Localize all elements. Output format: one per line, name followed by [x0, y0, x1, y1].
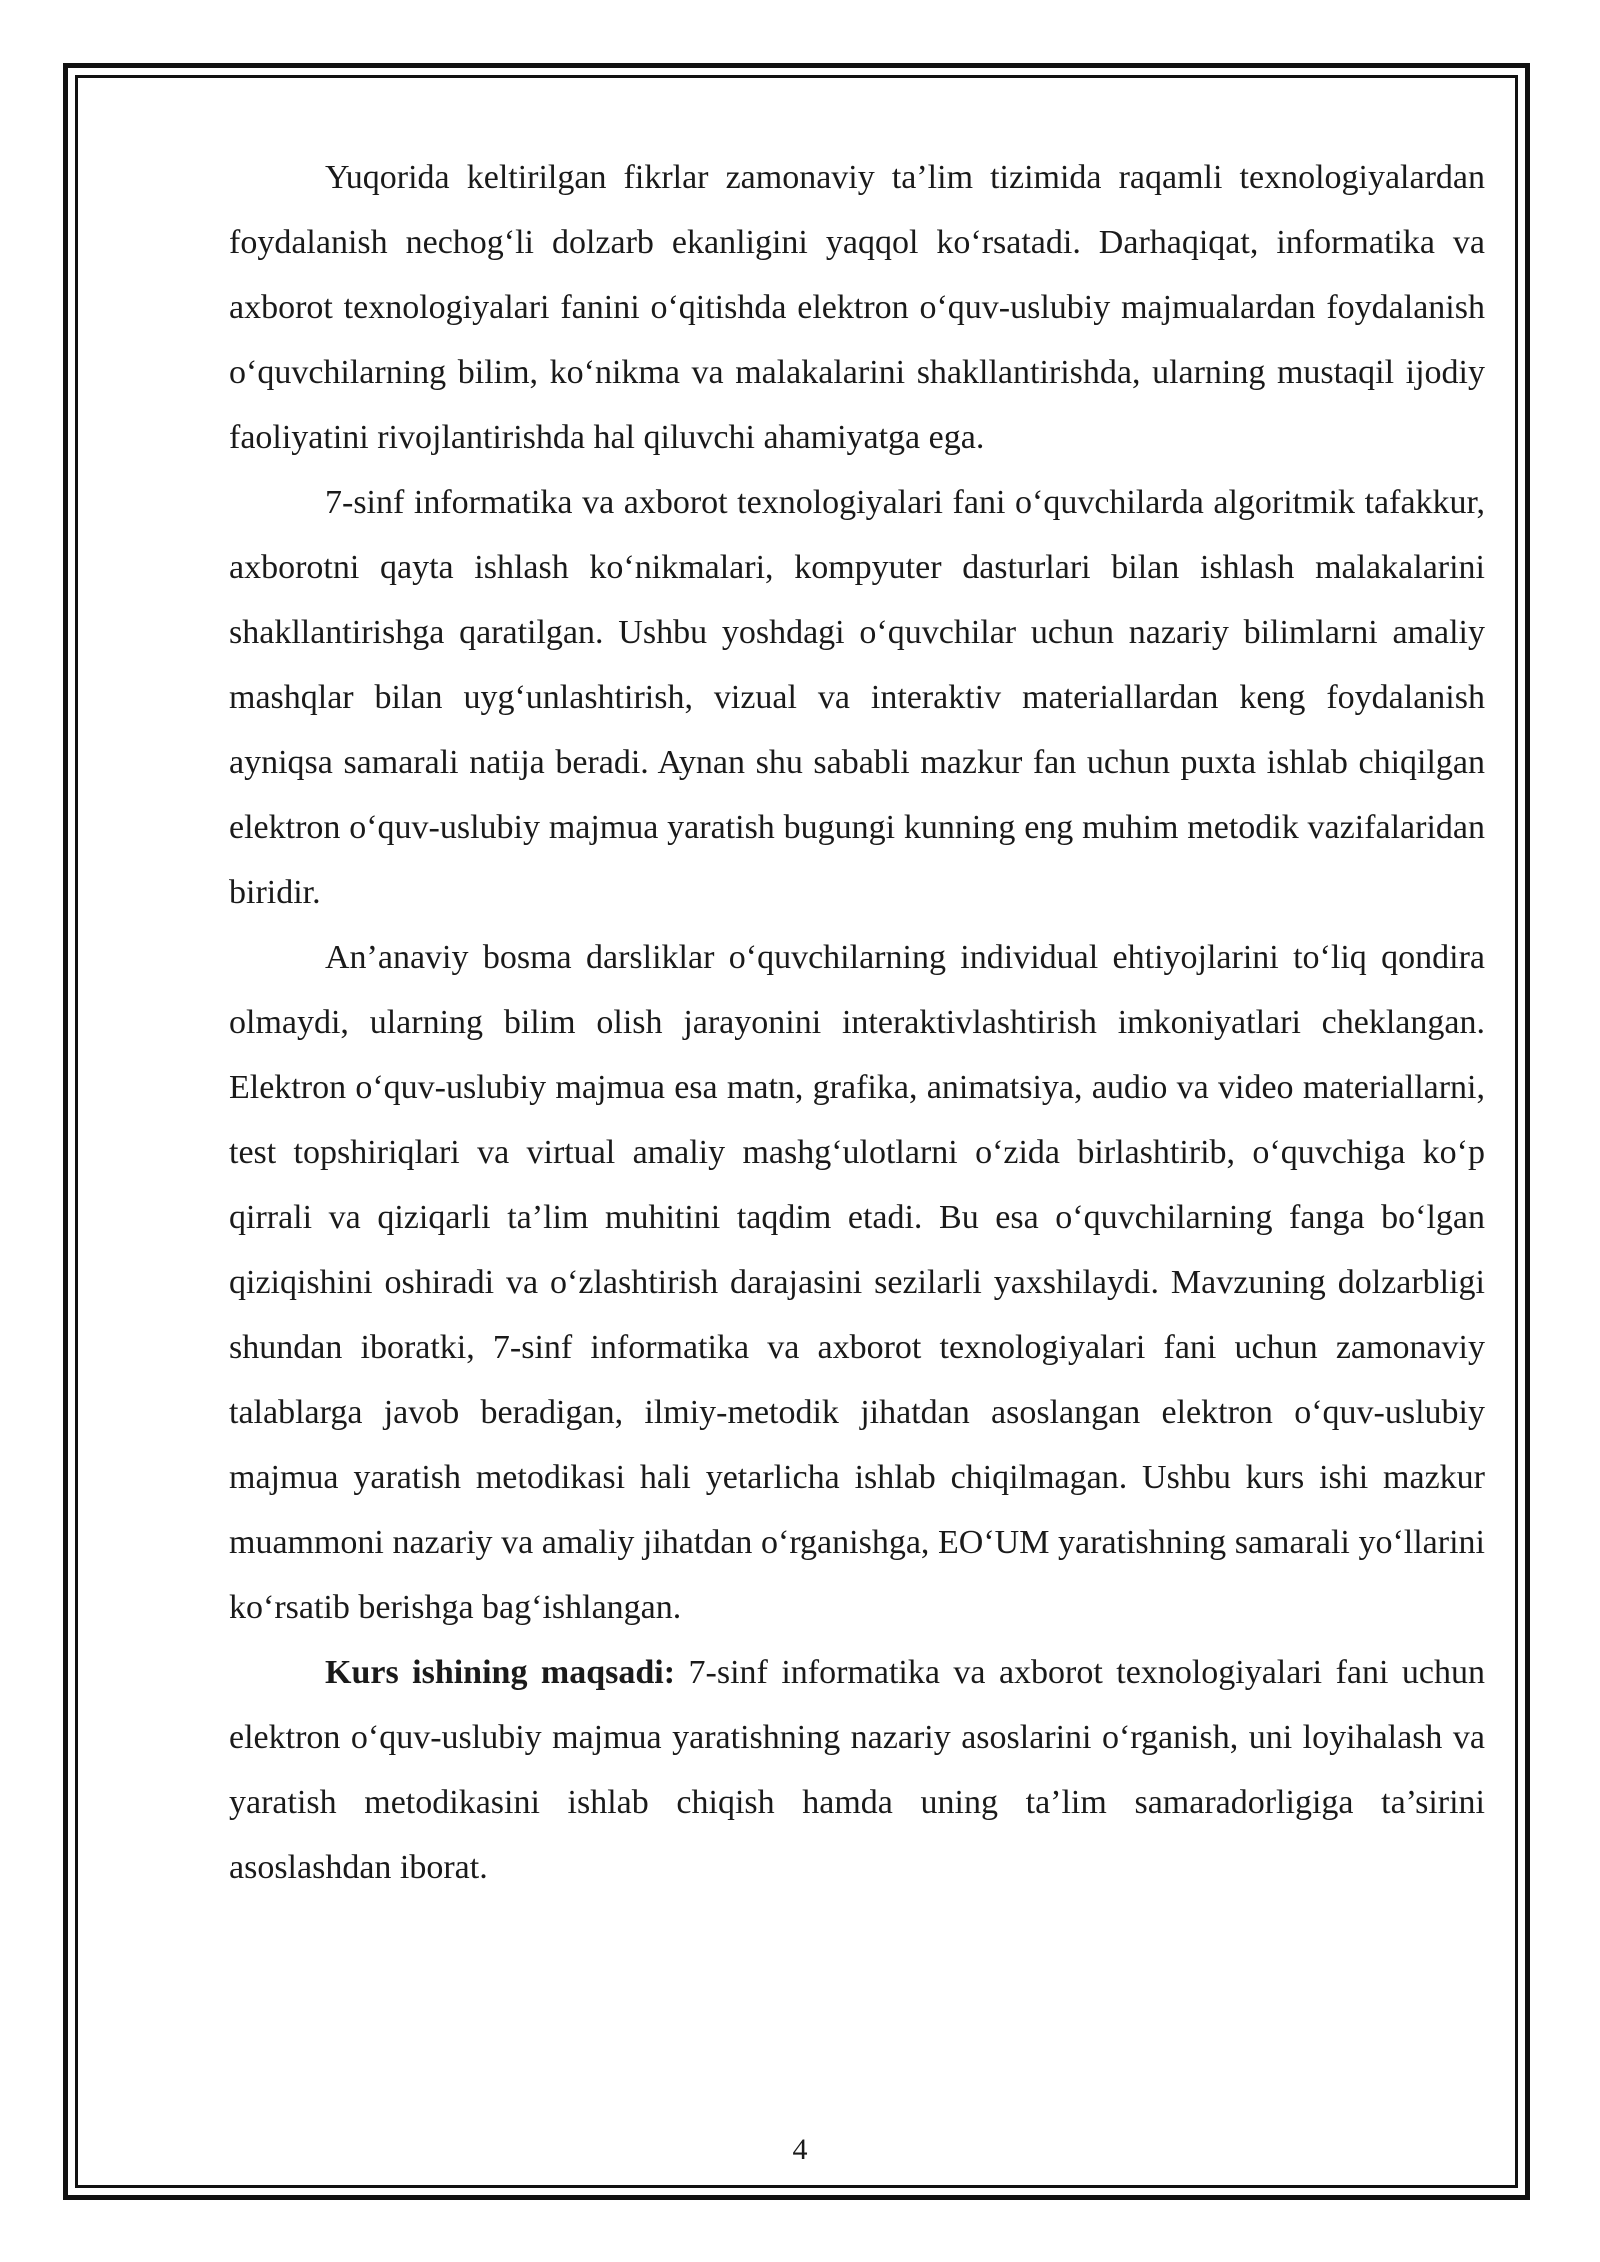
paragraph-3	[229, 925, 1485, 1640]
paragraph-3-text: An’anaviy bosma darsliklar o‘quvchilarning individual ehtiyojlarini to‘liq qondira olmaydi, ularning bilim olish jarayonini interaktivlashtirish imkoniyatlari cheklangan. Elektron o‘quv-uslubiy majmua esa matn, grafika, animatsiya, audio va video materiallarni, test topshiriqlari va virtual amaliy mashg‘ulotlarni o‘zida birlashtirib, o‘quvchiga ko‘p qirrali va qiziqarli ta’lim muhitini taqdim etadi. Bu esa o‘quvchilarning fanga bo‘lgan qiziqishini oshiradi va o‘zlashtirish darajasini sezilarli yaxshilaydi. Mavzuning dolzarbligi shundan iboratki, 7-sinf informatika va axborot texnologiyalari fani uchun zamonaviy talablarga javob beradigan, ilmiy-metodik jihatdan asoslangan elektron o‘quv-uslubiy majmua yaratish metodikasi hali yetarlicha ishlab chiqilmagan. Ushbu kurs ishi mazkur muammoni nazariy va amaliy jihatdan o‘rganishga, EO‘UM yaratishning samarali yo‘llarini ko‘rsatib berishga bag‘ishlangan.	[229, 939, 1485, 1626]
course-goal-heading: Kurs ishining maqsadi:	[325, 1654, 676, 1691]
paragraph-1-text: Yuqorida keltirilgan fikrlar zamonaviy ta’lim tizimida raqamli texnologiyalardan foydalanish nechog‘li dolzarb ekanligini yaqqol ko‘rsatadi. Darhaqiqat, informatika va axborot texnologiyalari fanini o‘qitishda elektron o‘quv-uslubiy majmualardan foydalanish o‘quvchilarning bilim, ko‘nikma va malakalarini shakllantirishda, ularning mustaqil ijodiy faoliyatini rivojlantirishda hal qiluvchi ahamiyatga ega.	[229, 159, 1485, 456]
paragraph-4-text: 7-sinf informatika va axborot texnologiyalari fani uchun elektron o‘quv-uslubiy majmua yaratishning nazariy asoslarini o‘rganish, uni loyihalash va yaratish metodikasini ishlab chiqish hamda uning ta’lim samaradorligiga ta’sirini asoslashdan iborat.	[229, 1654, 1485, 1886]
page-body	[229, 145, 1485, 1900]
paragraph-2	[229, 470, 1485, 925]
paragraph-1	[229, 145, 1485, 470]
page-number: 4	[792, 2133, 808, 2166]
paragraph-4	[229, 1640, 1485, 1900]
paragraph-2-text: 7-sinf informatika va axborot texnologiyalari fani o‘quvchilarda algoritmik tafakkur, axborotni qayta ishlash ko‘nikmalari, kompyuter dasturlari bilan ishlash malakalarini shakllantirishga qaratilgan. Ushbu yoshdagi o‘quvchilar uchun nazariy bilimlarni amaliy mashqlar bilan uyg‘unlashtirish, vizual va interaktiv materiallardan keng foydalanish ayniqsa samarali natija beradi. Aynan shu sababli mazkur fan uchun puxta ishlab chiqilgan elektron o‘quv-uslubiy majmua yaratish bugungi kunning eng muhim metodik vazifalaridan biridir.	[229, 484, 1485, 911]
